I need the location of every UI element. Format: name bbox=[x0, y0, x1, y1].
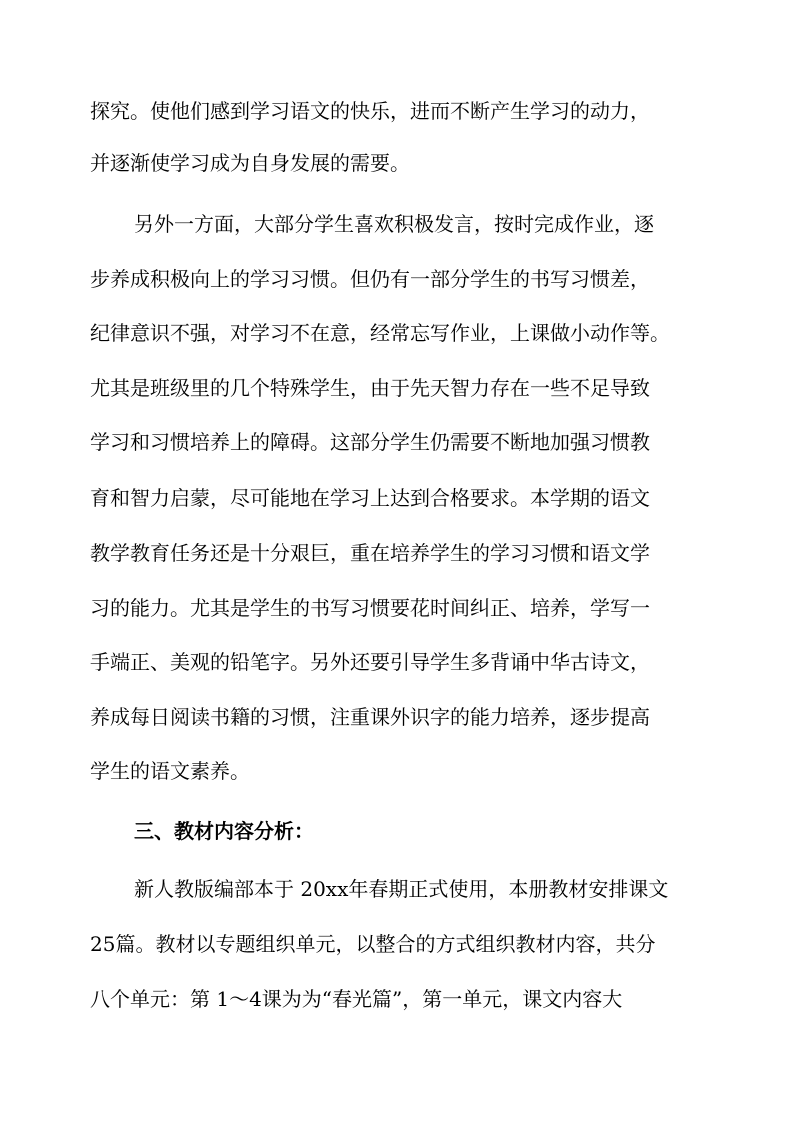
text-line: 另外一方面，大部分学生喜欢积极发言，按时完成作业，逐 bbox=[134, 212, 654, 236]
text-line: 探究。使他们感到学习语文的快乐，进而不断产生学习的动力， bbox=[90, 99, 650, 123]
text-line: 尤其是班级里的几个特殊学生，由于先天智力存在一些不足导致 bbox=[90, 376, 650, 400]
text-line: 并逐渐使学习成为自身发展的需要。 bbox=[90, 151, 410, 175]
text-line: 学生的语文素养。 bbox=[90, 759, 250, 783]
text-line: 教学教育任务还是十分艰巨，重在培养学生的学习习惯和语文学 bbox=[90, 541, 650, 565]
text-line: 步养成积极向上的学习习惯。但仍有一部分学生的书写习惯差， bbox=[90, 267, 650, 291]
section-heading: 三、教材内容分析： bbox=[134, 819, 314, 843]
text-line: 八个单元：第 1～4课为为“春光篇”，第一单元，课文内容大 bbox=[90, 987, 623, 1011]
text-line: 纪律意识不强，对学习不在意，经常忘写作业，上课做小动作等。 bbox=[90, 321, 670, 345]
text-line: 养成每日阅读书籍的习惯，注重课外识字的能力培养，逐步提高 bbox=[90, 705, 650, 729]
text-line: 新人教版编部本于 20xx年春期正式使用，本册教材安排课文 bbox=[134, 877, 669, 901]
text-line: 育和智力启蒙，尽可能地在学习上达到合格要求。本学期的语文 bbox=[90, 486, 650, 510]
text-line: 学习和习惯培养上的障碍。这部分学生仍需要不断地加强习惯教 bbox=[90, 430, 650, 454]
text-line: 手端正、美观的铅笔字。另外还要引导学生多背诵中华古诗文， bbox=[90, 650, 650, 674]
text-line: 25篇。教材以专题组织单元，以整合的方式组织教材内容，共分 bbox=[90, 932, 656, 956]
text-line: 习的能力。尤其是学生的书写习惯要花时间纠正、培养，学写一 bbox=[90, 596, 650, 620]
